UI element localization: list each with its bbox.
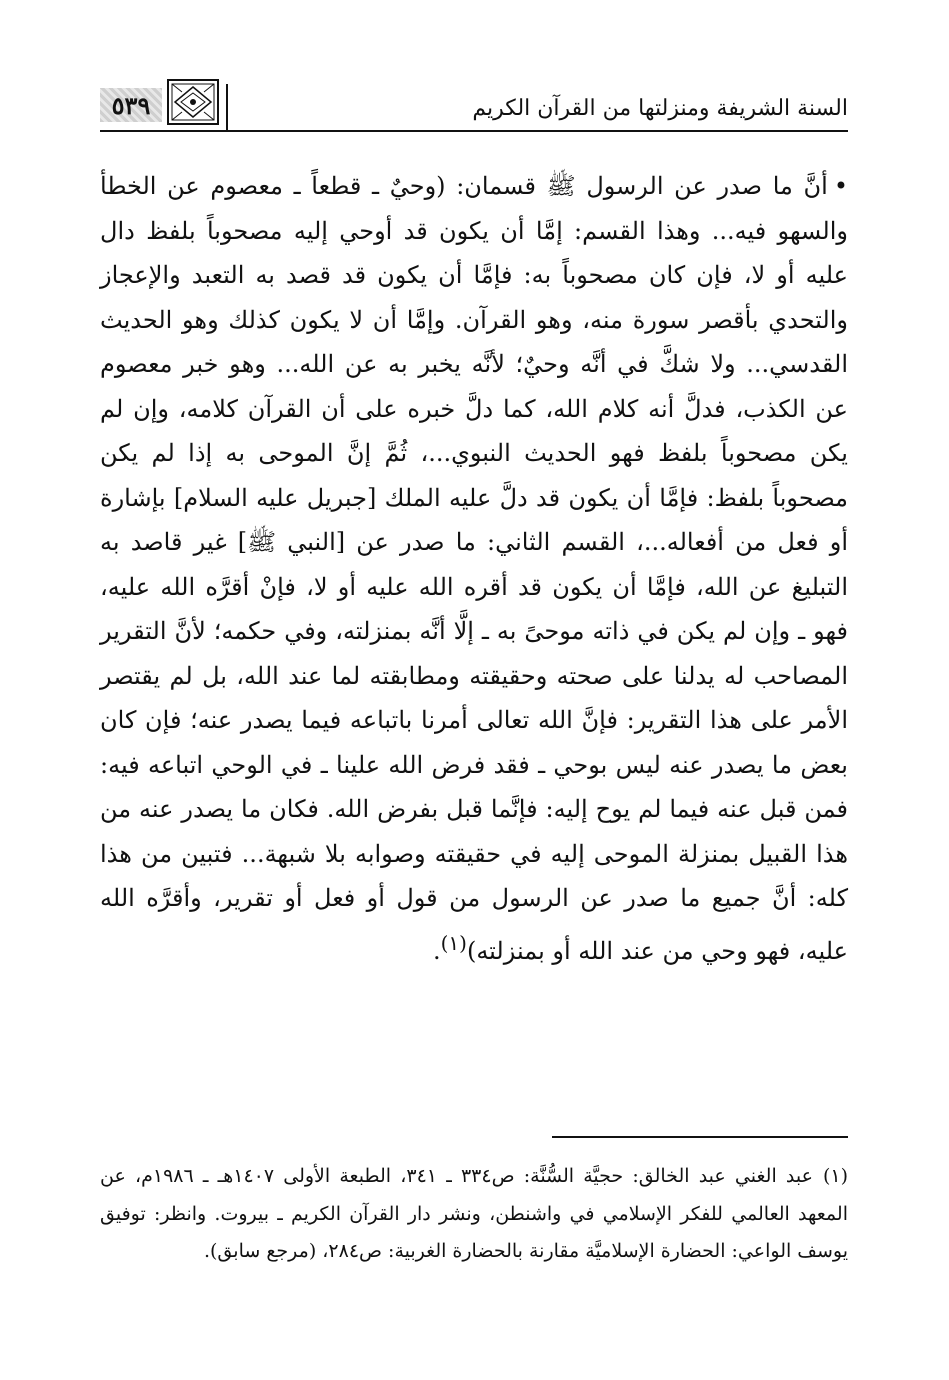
footnote-text: عبد الغني عبد الخالق: حجيَّة السُّنَّة: ص٣٣٤ ـ ٣٤١، الطبعة الأولى ١٤٠٧هـ ـ ١٩٨٦م، عن المعهد العالمي للفكر الإسلامي في واشنطن، ونشر دار القرآن الكريم ـ بيروت. وانظر: توفيق يوسف الواعي: الحضارة الإسلاميَّة مقارنة بالحضارة الغربية: ص٢٨٤، (مرجع سابق). bbox=[100, 1165, 848, 1262]
running-header bbox=[100, 72, 848, 132]
header-rule bbox=[100, 130, 848, 132]
footnote-reference: (١) bbox=[440, 930, 467, 955]
footnote-item bbox=[100, 1158, 848, 1271]
page-number-box bbox=[100, 88, 162, 122]
main-paragraph bbox=[100, 164, 848, 973]
paragraph-end: . bbox=[432, 936, 441, 965]
header-divider bbox=[226, 84, 228, 130]
paragraph-text: أنَّ ما صدر عن الرسول ﷺ قسمان: (وحيٌ ـ قطعاً ـ معصوم عن الخطأ والسهو فيه... وهذا القسم: إمَّا أن يكون قد أوحي إليه مصحوباً بلفظ دال عليه أو لا، فإن كان مصحوباً به: فإمَّا أن يكون قد قصد به التعبد والإعجاز والتحدي بأقصر سورة منه، وهو القرآن. وإمَّا أن لا يكون كذلك وهو الحديث القدسي... ولا شكَّ في أنَّه وحيٌ؛ لأنَّه يخبر به عن الله... وهو خبر معصوم عن الكذب، فدلَّ أنه كلام الله، كما دلَّ خبره على أن القرآن كلامه، وإن لم يكن مصحوباً بلفظ فهو الحديث النبوي...، ثُمَّ إنَّ الموحى به إذا لم يكن مصحوباً بلفظ: فإمَّا أن يكون قد دلَّ عليه الملك [جبريل عليه السلام] بإشارة أو فعل من أفعاله...، القسم الثاني: ما صدر عن [النبي ﷺ] غير قاصد به التبليغ عن الله، فإمَّا أن يكون قد أقره الله عليه أو لا، فإنْ أقرَّه الله عليه، فهو ـ وإن لم يكن في ذاته موحىً به ـ إلَّا أنَّه بمنزلته، وفي حكمه؛ لأنَّ التقرير المصاحب له يدلنا على صحته وحقيقته ومطابقته لما عند الله، بل لم يقتصر الأمر على هذا التقرير: فإنَّ الله تعالى أمرنا باتباعه فيما يصدر عنه؛ فإن كان بعض ما يصدر عنه ليس بوحي ـ فقد فرض الله علينا ـ في الوحي اتباعه فيه: فمن قبل عنه فيما لم يوح إليه: فإنَّما قبل بفرض الله. فكان ما يصدر عنه من هذا القبيل بمنزلة الموحى إليه في حقيقته وصوابه بلا شبهة... فتبين من هذا كله: أنَّ جميع ما صدر عن الرسول من قول أو فعل أو تقرير، وأقرَّه الله عليه، فهو وحي من عند الله أو بمنزلته) bbox=[100, 172, 849, 965]
bullet-point: • bbox=[833, 172, 848, 200]
footnotes bbox=[100, 1158, 848, 1271]
ornament-icon bbox=[166, 78, 220, 126]
page-number: ٥٣٩ bbox=[111, 90, 151, 120]
running-title: السنة الشريفة ومنزلتها من القرآن الكريم bbox=[472, 96, 848, 121]
footnote-separator bbox=[552, 1136, 848, 1138]
footnote-marker: (١) bbox=[822, 1165, 849, 1187]
